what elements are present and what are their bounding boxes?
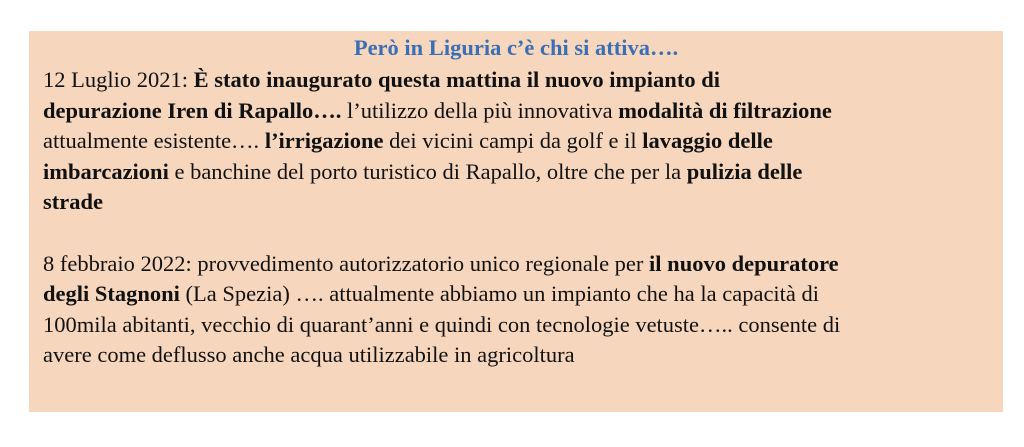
paragraph-line xyxy=(43,96,1003,127)
box-title: Però in Liguria c’è chi si attiva…. xyxy=(353,35,679,60)
bold-text: pulizia delle xyxy=(686,158,803,184)
paragraph-line xyxy=(43,187,1003,218)
bold-text: È stato inaugurato questa mattina il nuovo impianto di xyxy=(193,67,720,92)
body-text: (La Spezia) …. attualmente abbiamo un impianto che ha la capacità di xyxy=(179,281,820,306)
body-text: dei vicini campi da golf e il xyxy=(383,128,643,153)
bold-text: strade xyxy=(43,189,103,214)
paragraph-line xyxy=(43,249,1003,280)
news-paragraph-stagnoni xyxy=(43,249,1003,371)
body-text: l’utilizzo della più innovativa xyxy=(341,97,619,123)
text-box xyxy=(29,31,1003,412)
bold-text: degli Stagnoni xyxy=(43,281,180,306)
paragraph-line xyxy=(43,279,1003,310)
body-text: 8 febbraio 2022: provvedimento autorizzatorio unico regionale per xyxy=(43,250,650,276)
bold-text: modalità di filtrazione xyxy=(618,97,832,123)
news-paragraph-rapallo xyxy=(43,65,1003,218)
bold-text: imbarcazioni xyxy=(43,158,169,184)
paragraph-line xyxy=(43,340,1003,371)
body-text: e banchine del porto turistico di Rapallo, oltre che per la xyxy=(168,158,687,184)
date-text: 12 Luglio 2021: xyxy=(43,67,194,92)
bold-text: l’irrigazione xyxy=(264,128,384,153)
body-text: attualmente esistente…. xyxy=(43,128,265,153)
body-text: avere come deflusso anche acqua utilizzabile in agricoltura xyxy=(43,342,575,367)
paragraph-line xyxy=(43,310,1003,341)
paragraph-line xyxy=(43,65,1003,96)
body-text: 100mila abitanti, vecchio di quarant’anni e quindi con tecnologie vetuste….. consente di xyxy=(43,311,841,337)
paragraph-line xyxy=(43,157,1003,188)
paragraph-spacer xyxy=(43,218,1003,249)
bold-text: lavaggio delle xyxy=(642,128,773,153)
paragraph-line xyxy=(43,126,1003,157)
bold-text: depurazione Iren di Rapallo…. xyxy=(43,97,342,123)
bold-text: il nuovo depuratore xyxy=(649,250,839,276)
